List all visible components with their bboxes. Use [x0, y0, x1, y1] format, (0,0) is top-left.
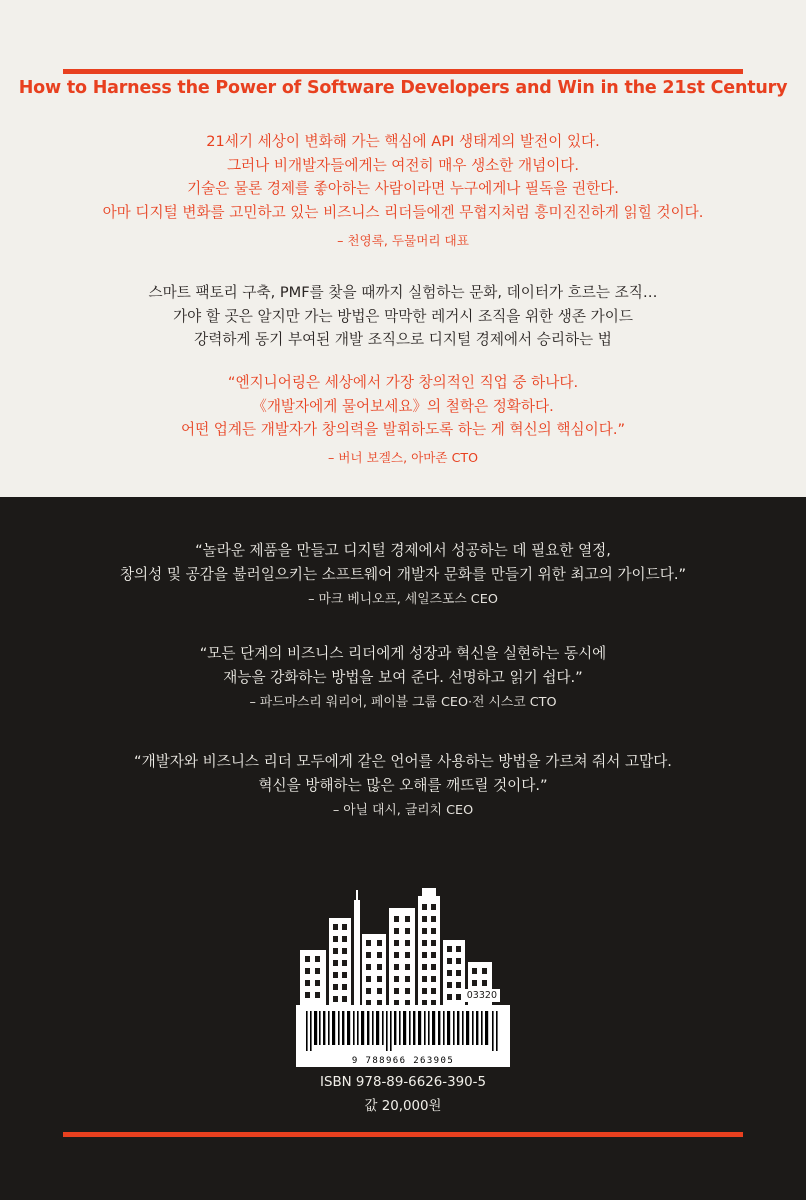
endorsement-line: 강력하게 동기 부여된 개발 조직으로 디지털 경제에서 승리하는 법	[194, 331, 612, 349]
endorsement-line: “개발자와 비즈니스 리더 모두에게 같은 언어를 사용하는 방법을 가르쳐 줘서 고맙다.	[134, 753, 672, 770]
endorsement-block-2	[0, 281, 806, 352]
bottom-dark-panel	[0, 497, 806, 1200]
endorsement-line: 스마트 팩토리 구축, PMF를 찾을 때까지 실험하는 문화, 데이터가 흐르는 조직…	[148, 284, 658, 301]
price-text: 값 20,000원	[364, 1099, 442, 1114]
endorsement-line: “엔지니어링은 세상에서 가장 창의적인 직업 중 하나다.	[227, 374, 579, 391]
endorsement-line: 어떤 업계든 개발자가 창의력을 발휘하도록 하는 게 혁신의 핵심이다.”	[180, 421, 626, 439]
endorsement-line: 아마 디지털 변화를 고민하고 있는 비즈니스 리더들에겐 무협지처럼 흥미진진하게 읽힐 것이다.	[102, 203, 704, 221]
cover-headline: How to Harness the Power of Software Developers and Win in the 21st Century	[18, 78, 788, 98]
top-light-panel	[0, 0, 806, 497]
endorsement-block-6	[0, 750, 806, 822]
endorsement-line: 혁신을 방해하는 많은 오해를 깨뜨릴 것이다.”	[258, 776, 548, 794]
endorsement-attribution: – 아닐 대시, 글리치 CEO	[332, 803, 474, 819]
endorsement-attribution: – 마크 베니오프, 세일즈포스 CEO	[308, 592, 498, 608]
isbn-text: ISBN 978-89-6626-390-5	[320, 1075, 486, 1090]
endorsement-line: 21세기 세상이 변화해 가는 핵심에 API 생태계의 발전이 있다.	[206, 133, 600, 150]
endorsement-attribution: – 버너 보겔스, 아마존 CTO	[327, 449, 479, 465]
endorsement-block-1	[0, 130, 806, 251]
barcode-digits: 9 788966 263905	[351, 1056, 455, 1066]
endorsement-line: 그러나 비개발자들에게는 여전히 매우 생소한 개념이다.	[226, 156, 580, 174]
endorsement-attribution: – 파드마스리 워리어, 페이블 그룹 CEO·전 시스코 CTO	[249, 695, 557, 711]
barcode	[296, 990, 510, 1067]
endorsement-block-4	[0, 539, 806, 611]
barcode-supplement-number: 03320	[464, 989, 500, 1002]
endorsement-line: 재능을 강화하는 방법을 보여 준다. 선명하고 읽기 쉽다.”	[223, 668, 583, 686]
endorsement-attribution: – 천영록, 두물머리 대표	[337, 232, 469, 248]
endorsement-line: 가야 할 곳은 알지만 가는 방법은 막막한 레거시 조직을 위한 생존 가이드	[173, 307, 633, 325]
endorsement-block-3	[0, 371, 806, 468]
endorsement-line: 창의성 및 공감을 불러일으키는 소프트웨어 개발자 문화를 만들기 위한 최고의 가이드다.”	[119, 565, 687, 583]
endorsement-block-5	[0, 642, 806, 714]
endorsement-line: 《개발자에게 물어보세요》의 철학은 정확하다.	[252, 397, 554, 415]
top-divider-rule	[63, 69, 743, 74]
endorsement-line: 기술은 물론 경제를 좋아하는 사람이라면 누구에게나 필독을 권한다.	[187, 180, 619, 198]
endorsement-line: “놀라운 제품을 만들고 디지털 경제에서 성공하는 데 필요한 열정,	[195, 542, 611, 559]
barcode-bars	[304, 1011, 502, 1051]
endorsement-line: “모든 단계의 비즈니스 리더에게 성장과 혁신을 실현하는 동시에	[199, 645, 607, 662]
bottom-divider-rule	[63, 1132, 743, 1137]
